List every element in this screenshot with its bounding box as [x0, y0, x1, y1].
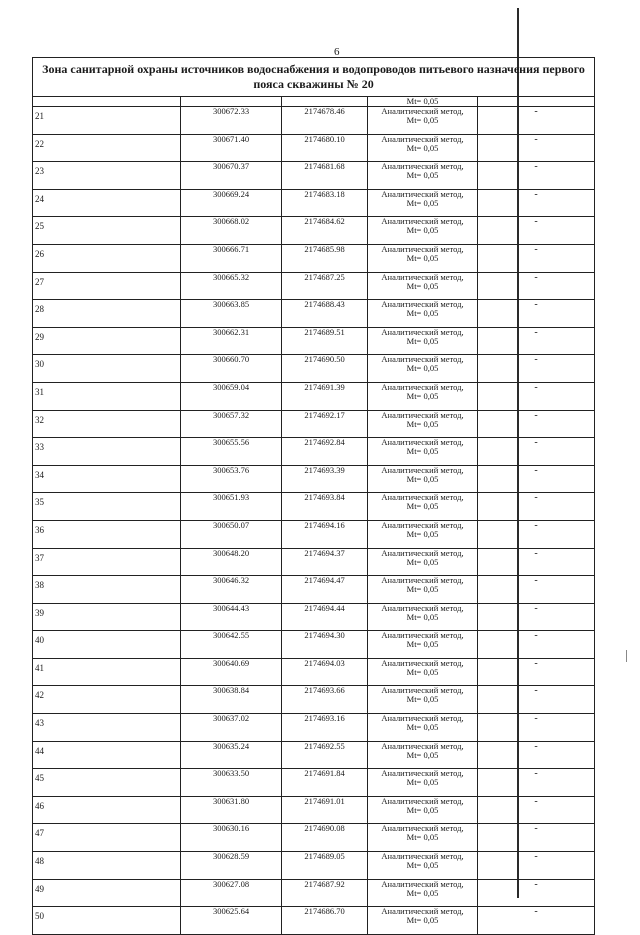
point-number: 44 — [33, 741, 181, 769]
point-number: 28 — [33, 300, 181, 328]
method-name: Аналитический метод, — [381, 437, 464, 448]
method-cell — [368, 272, 478, 300]
method-name: Аналитический метод, — [381, 272, 464, 282]
coordinate-y: 2174694.47 — [282, 576, 368, 604]
table-row — [33, 355, 595, 383]
method-name: Аналитический метод, — [381, 161, 464, 172]
method-accuracy: Mt= 0,05 — [406, 225, 439, 236]
method-name: Аналитический метод, — [381, 354, 464, 365]
method-cell — [368, 520, 478, 548]
coordinate-x: 300651.93 — [181, 493, 282, 521]
table-row — [33, 244, 595, 272]
table-row — [33, 548, 595, 576]
continuation-x-cell — [181, 97, 282, 107]
value-cell: - — [478, 741, 595, 769]
coordinate-x: 300663.85 — [181, 300, 282, 328]
table-row — [33, 907, 595, 935]
coordinate-y: 2174683.18 — [282, 189, 368, 217]
method-accuracy: Mt= 0,05 — [406, 611, 439, 622]
method-accuracy: Mt= 0,05 — [406, 749, 439, 760]
coordinate-x: 300669.24 — [181, 189, 282, 217]
value-cell: - — [478, 548, 595, 576]
value-cell: - — [478, 686, 595, 714]
value-cell: - — [478, 355, 595, 383]
value-cell: - — [478, 162, 595, 190]
coordinate-x: 300637.02 — [181, 714, 282, 742]
point-number: 50 — [33, 907, 181, 935]
method-cell — [368, 658, 478, 686]
method-accuracy: Mt= 0,05 — [406, 666, 439, 677]
coordinate-y: 2174684.62 — [282, 217, 368, 245]
coordinate-x: 300640.69 — [181, 658, 282, 686]
table-row — [33, 714, 595, 742]
table-row — [33, 300, 595, 328]
value-cell: - — [478, 217, 595, 245]
table-row — [33, 520, 595, 548]
method-accuracy: Mt= 0,05 — [406, 887, 439, 898]
point-number: 48 — [33, 852, 181, 880]
table-row — [33, 465, 595, 493]
method-name: Аналитический метод, — [381, 244, 464, 254]
point-number: 35 — [33, 493, 181, 521]
continuation-num-cell — [33, 97, 181, 107]
method-cell — [368, 189, 478, 217]
coordinate-x: 300644.43 — [181, 603, 282, 631]
value-cell: - — [478, 382, 595, 410]
coordinate-y: 2174694.30 — [282, 631, 368, 659]
point-number: 38 — [33, 576, 181, 604]
method-accuracy: Mt= 0,05 — [406, 722, 439, 733]
method-name: Аналитический метод, — [381, 492, 464, 503]
value-cell: - — [478, 631, 595, 659]
coordinate-x: 300628.59 — [181, 852, 282, 880]
coordinate-y: 2174690.08 — [282, 824, 368, 852]
point-number: 32 — [33, 410, 181, 438]
method-accuracy: Mt= 0,05 — [406, 363, 439, 374]
coordinate-x: 300660.70 — [181, 355, 282, 383]
method-cell — [368, 355, 478, 383]
value-cell: - — [478, 907, 595, 935]
coordinate-y: 2174693.16 — [282, 714, 368, 742]
method-name: Аналитический метод, — [381, 879, 464, 889]
method-cell — [368, 631, 478, 659]
method-accuracy: Mt= 0,05 — [406, 832, 439, 843]
coordinate-x: 300655.56 — [181, 438, 282, 466]
coordinate-x: 300646.32 — [181, 576, 282, 604]
method-cell — [368, 686, 478, 714]
value-cell: - — [478, 189, 595, 217]
value-cell: - — [478, 658, 595, 686]
table-row — [33, 879, 595, 907]
value-cell: - — [478, 493, 595, 521]
coordinate-y: 2174678.46 — [282, 107, 368, 135]
coordinate-x: 300650.07 — [181, 520, 282, 548]
coordinate-x: 300665.32 — [181, 272, 282, 300]
method-name: Аналитический метод, — [381, 465, 464, 475]
coordinate-x: 300670.37 — [181, 162, 282, 190]
coordinate-y: 2174691.39 — [282, 382, 368, 410]
value-cell: - — [478, 134, 595, 162]
method-cell — [368, 769, 478, 797]
continuation-method: Mt= 0,05 — [406, 96, 439, 106]
table-row — [33, 410, 595, 438]
point-number: 49 — [33, 879, 181, 907]
method-name: Аналитический метод, — [381, 906, 464, 917]
method-accuracy: Mt= 0,05 — [406, 446, 439, 457]
coordinate-y: 2174690.50 — [282, 355, 368, 383]
point-number: 24 — [33, 189, 181, 217]
coordinate-y: 2174694.16 — [282, 520, 368, 548]
method-cell — [368, 217, 478, 245]
coordinate-y: 2174681.68 — [282, 162, 368, 190]
point-number: 41 — [33, 658, 181, 686]
method-cell — [368, 714, 478, 742]
method-name: Аналитический метод, — [381, 796, 464, 806]
table-row — [33, 217, 595, 245]
point-number: 22 — [33, 134, 181, 162]
method-cell — [368, 576, 478, 604]
value-cell: - — [478, 438, 595, 466]
method-accuracy: Mt= 0,05 — [406, 170, 439, 181]
method-cell — [368, 493, 478, 521]
table-row — [33, 327, 595, 355]
coordinate-y: 2174680.10 — [282, 134, 368, 162]
method-cell — [368, 244, 478, 272]
table-row — [33, 272, 595, 300]
point-number: 46 — [33, 796, 181, 824]
table-row — [33, 686, 595, 714]
method-name: Аналитический метод, — [381, 685, 464, 696]
table-row — [33, 189, 595, 217]
method-name: Аналитический метод, — [381, 658, 464, 668]
point-number: 45 — [33, 769, 181, 797]
method-accuracy: Mt= 0,05 — [406, 501, 439, 512]
value-cell: - — [478, 852, 595, 880]
coordinate-x: 300657.32 — [181, 410, 282, 438]
method-name: Аналитический метод, — [381, 575, 464, 586]
point-number: 34 — [33, 465, 181, 493]
point-number: 23 — [33, 162, 181, 190]
point-number: 36 — [33, 520, 181, 548]
coordinates-table — [32, 57, 595, 935]
coordinate-x: 300659.04 — [181, 382, 282, 410]
method-name: Аналитический метод, — [381, 106, 464, 116]
coordinate-x: 300653.76 — [181, 465, 282, 493]
coordinate-y: 2174691.01 — [282, 796, 368, 824]
page-number: 6 — [334, 46, 340, 58]
method-accuracy: Mt= 0,05 — [406, 390, 439, 401]
table-row — [33, 162, 595, 190]
coordinate-y: 2174694.37 — [282, 548, 368, 576]
coordinate-y: 2174688.43 — [282, 300, 368, 328]
coordinate-y: 2174692.17 — [282, 410, 368, 438]
point-number: 42 — [33, 686, 181, 714]
coordinate-y: 2174685.98 — [282, 244, 368, 272]
table-row — [33, 741, 595, 769]
method-cell — [368, 134, 478, 162]
table-row — [33, 852, 595, 880]
coordinate-x: 300672.33 — [181, 107, 282, 135]
method-cell — [368, 824, 478, 852]
method-cell — [368, 107, 478, 135]
method-accuracy: Mt= 0,05 — [406, 528, 439, 539]
method-accuracy: Mt= 0,05 — [406, 777, 439, 788]
method-accuracy: Mt= 0,05 — [406, 335, 439, 346]
method-accuracy: Mt= 0,05 — [406, 197, 439, 208]
method-name: Аналитический метод, — [381, 603, 464, 613]
coordinate-y: 2174687.25 — [282, 272, 368, 300]
value-cell: - — [478, 410, 595, 438]
method-cell — [368, 852, 478, 880]
method-cell — [368, 796, 478, 824]
point-number: 30 — [33, 355, 181, 383]
method-name: Аналитический метод, — [381, 382, 464, 392]
method-name: Аналитический метод, — [381, 189, 464, 199]
coordinate-y: 2174693.39 — [282, 465, 368, 493]
value-cell: - — [478, 824, 595, 852]
value-cell: - — [478, 603, 595, 631]
method-name: Аналитический метод, — [381, 741, 464, 751]
method-accuracy: Mt= 0,05 — [406, 639, 439, 650]
method-name: Аналитический метод, — [381, 216, 464, 227]
coordinate-x: 300625.64 — [181, 907, 282, 935]
method-accuracy: Mt= 0,05 — [406, 252, 439, 263]
coordinate-x: 300666.71 — [181, 244, 282, 272]
table-row — [33, 796, 595, 824]
point-number: 31 — [33, 382, 181, 410]
coordinate-x: 300668.02 — [181, 217, 282, 245]
method-cell — [368, 603, 478, 631]
coordinate-x: 300630.16 — [181, 824, 282, 852]
value-cell: - — [478, 244, 595, 272]
value-cell: - — [478, 714, 595, 742]
method-name: Аналитический метод, — [381, 823, 464, 834]
method-cell — [368, 465, 478, 493]
method-cell — [368, 907, 478, 935]
method-cell — [368, 382, 478, 410]
method-accuracy: Mt= 0,05 — [406, 584, 439, 595]
value-cell: - — [478, 879, 595, 907]
method-accuracy: Mt= 0,05 — [406, 804, 439, 815]
coordinate-y: 2174692.55 — [282, 741, 368, 769]
value-cell: - — [478, 327, 595, 355]
point-number: 21 — [33, 107, 181, 135]
value-cell: - — [478, 107, 595, 135]
coordinate-y: 2174694.44 — [282, 603, 368, 631]
point-number: 25 — [33, 217, 181, 245]
value-cell: - — [478, 520, 595, 548]
method-accuracy: Mt= 0,05 — [406, 473, 439, 484]
point-number: 43 — [33, 714, 181, 742]
method-accuracy: Mt= 0,05 — [406, 280, 439, 291]
table-row — [33, 134, 595, 162]
method-accuracy: Mt= 0,05 — [406, 142, 439, 153]
coordinate-y: 2174693.84 — [282, 493, 368, 521]
table-row — [33, 658, 595, 686]
method-name: Аналитический метод, — [381, 713, 464, 724]
method-accuracy: Mt= 0,05 — [406, 308, 439, 319]
value-cell: - — [478, 576, 595, 604]
value-cell: - — [478, 272, 595, 300]
value-cell: - — [478, 796, 595, 824]
method-cell — [368, 300, 478, 328]
table-title: Зона санитарной охраны источников водоснабжения и водопроводов питьевого назначения первого пояса скважины № 20 — [33, 58, 595, 97]
table-row — [33, 824, 595, 852]
point-number: 29 — [33, 327, 181, 355]
coordinate-y: 2174687.92 — [282, 879, 368, 907]
method-accuracy: Mt= 0,05 — [406, 418, 439, 429]
coordinate-y: 2174691.84 — [282, 769, 368, 797]
value-cell: - — [478, 300, 595, 328]
method-name: Аналитический метод, — [381, 410, 464, 420]
scan-artifact-tick — [626, 650, 627, 662]
coordinate-x: 300671.40 — [181, 134, 282, 162]
coordinate-y: 2174689.51 — [282, 327, 368, 355]
coordinate-x: 300648.20 — [181, 548, 282, 576]
continuation-method-cell — [368, 97, 478, 107]
method-accuracy: Mt= 0,05 — [406, 860, 439, 871]
method-cell — [368, 438, 478, 466]
method-cell — [368, 741, 478, 769]
point-number: 37 — [33, 548, 181, 576]
table-row — [33, 438, 595, 466]
point-number: 47 — [33, 824, 181, 852]
method-name: Аналитический метод, — [381, 851, 464, 862]
coordinate-x: 300633.50 — [181, 769, 282, 797]
table-row — [33, 631, 595, 659]
coordinate-x: 300662.31 — [181, 327, 282, 355]
coordinate-y: 2174689.05 — [282, 852, 368, 880]
coordinate-y: 2174693.66 — [282, 686, 368, 714]
coordinate-y: 2174694.03 — [282, 658, 368, 686]
table-row — [33, 382, 595, 410]
value-cell: - — [478, 465, 595, 493]
value-cell: - — [478, 769, 595, 797]
method-name: Аналитический метод, — [381, 768, 464, 779]
method-accuracy: Mt= 0,05 — [406, 915, 439, 926]
coordinate-x: 300635.24 — [181, 741, 282, 769]
table-row — [33, 107, 595, 135]
table-row — [33, 493, 595, 521]
table-row — [33, 769, 595, 797]
continuation-value-cell — [478, 97, 595, 107]
coordinate-y: 2174692.84 — [282, 438, 368, 466]
method-cell — [368, 410, 478, 438]
coordinate-x: 300631.80 — [181, 796, 282, 824]
continuation-row — [33, 97, 595, 107]
point-number: 33 — [33, 438, 181, 466]
point-number: 40 — [33, 631, 181, 659]
method-name: Аналитический метод, — [381, 520, 464, 530]
table-row — [33, 576, 595, 604]
coordinate-x: 300627.08 — [181, 879, 282, 907]
method-accuracy: Mt= 0,05 — [406, 115, 439, 125]
method-name: Аналитический метод, — [381, 327, 464, 337]
method-name: Аналитический метод, — [381, 134, 464, 144]
point-number: 27 — [33, 272, 181, 300]
point-number: 26 — [33, 244, 181, 272]
method-accuracy: Mt= 0,05 — [406, 694, 439, 705]
point-number: 39 — [33, 603, 181, 631]
method-accuracy: Mt= 0,05 — [406, 556, 439, 567]
method-cell — [368, 548, 478, 576]
method-cell — [368, 327, 478, 355]
method-cell — [368, 879, 478, 907]
coordinate-x: 300642.55 — [181, 631, 282, 659]
table-row — [33, 603, 595, 631]
method-name: Аналитический метод, — [381, 299, 464, 310]
table-title-row — [33, 58, 595, 97]
method-name: Аналитический метод, — [381, 630, 464, 641]
method-name: Аналитический метод, — [381, 548, 464, 558]
method-cell — [368, 162, 478, 190]
coordinate-y: 2174686.70 — [282, 907, 368, 935]
coordinate-x: 300638.84 — [181, 686, 282, 714]
continuation-y-cell — [282, 97, 368, 107]
